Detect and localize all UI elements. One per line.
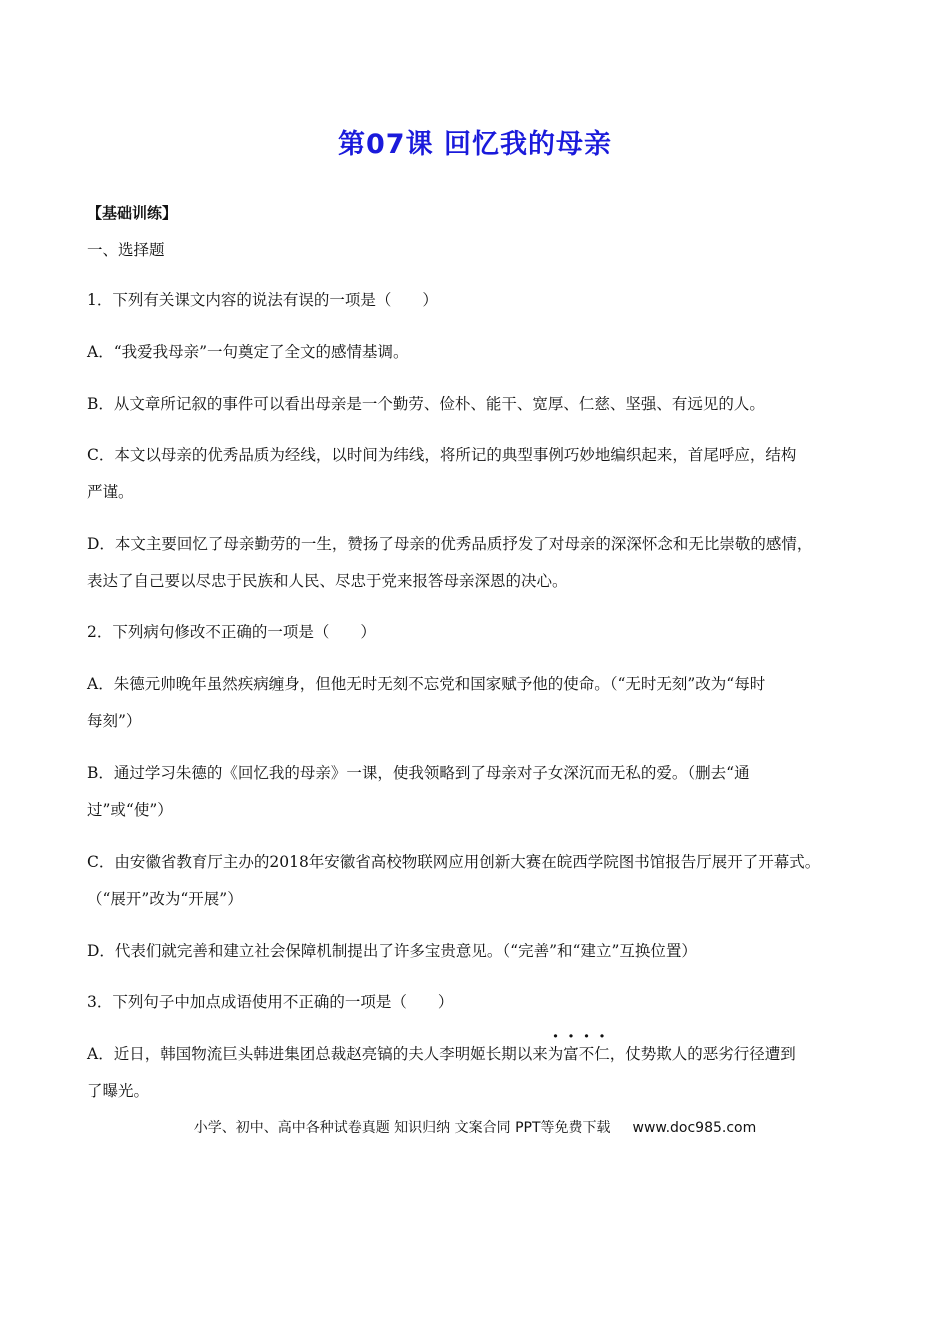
question-2-option-a-line2: 每刻”）	[87, 712, 142, 730]
question-3-option-a-before: A．近日，韩国物流巨头韩进集团总裁赵亮镐的夫人李明姬长期以来	[87, 1045, 548, 1063]
question-1-option-c-line2: 严谨。	[87, 483, 134, 501]
part-heading: 一、选择题	[87, 241, 165, 259]
page-footer	[0, 1117, 950, 1137]
footer-url[interactable]: www.doc985.com	[632, 1120, 757, 1136]
question-1-option-a: A．“我爱我母亲”一句奠定了全文的感情基调。	[87, 343, 409, 361]
footer-text: 小学、初中、高中各种试卷真题 知识归纳 文案合同 PPT等免费下载	[193, 1120, 611, 1136]
question-1-option-b: B．从文章所记叙的事件可以看出母亲是一个勤劳、俭朴、能干、宽厚、仁慈、坚强、有远见的人。	[87, 395, 765, 413]
question-2-option-c-line1: C．由安徽省教育厅主办的2018年安徽省高校物联网应用创新大赛在皖西学院图书馆报告厅展开了开幕式。	[87, 853, 821, 871]
question-1-option-d-line1: D．本文主要回忆了母亲勤劳的一生，赞扬了母亲的优秀品质抒发了对母亲的深深怀念和无比崇敬的感情，	[87, 535, 813, 553]
question-3-stem: 3．下列句子中加点成语使用不正确的一项是（ ）	[87, 993, 454, 1011]
question-2-option-b-line1: B．通过学习朱德的《回忆我的母亲》一课，使我领略到了母亲对子女深沉而无私的爱。（删去“通	[87, 764, 750, 782]
question-2-stem: 2．下列病句修改不正确的一项是（ ）	[87, 623, 376, 641]
question-2-option-c-line2: （“展开”改为“开展”）	[87, 890, 243, 908]
dotted-idiom	[548, 1045, 610, 1063]
dotted-char: 富	[563, 1045, 579, 1063]
question-1-option-d-line2: 表达了自己要以尽忠于民族和人民、尽忠于党来报答母亲深恩的决心。	[87, 572, 568, 590]
dotted-char: 仁	[594, 1045, 610, 1063]
question-1-stem: 1．下列有关课文内容的说法有误的一项是（ ）	[87, 291, 438, 309]
question-3-option-a-line2: 了曝光。	[87, 1082, 150, 1100]
question-1-option-c-line1: C．本文以母亲的优秀品质为经线，以时间为纬线，将所记的典型事例巧妙地编织起来，首尾呼应，结构	[87, 446, 797, 464]
dotted-char: 为	[547, 1045, 564, 1063]
question-2-option-d: D．代表们就完善和建立社会保障机制提出了许多宝贵意见。（“完善”和“建立”互换位置）	[87, 942, 697, 960]
question-2-option-a-line1: A．朱德元帅晚年虽然疾病缠身，但他无时无刻不忘党和国家赋予他的使命。（“无时无刻”改为“每时	[87, 675, 766, 693]
question-2-option-b-line2: 过”或“使”）	[87, 801, 173, 819]
dotted-char: 不	[578, 1045, 595, 1063]
question-3-option-a-after: ，仗势欺人的恶劣行径遭到	[609, 1045, 796, 1063]
question-3-option-a-line1	[87, 1044, 796, 1064]
section-header: 【基础训练】	[87, 204, 178, 222]
page-title: 第07课 回忆我的母亲	[338, 129, 612, 160]
